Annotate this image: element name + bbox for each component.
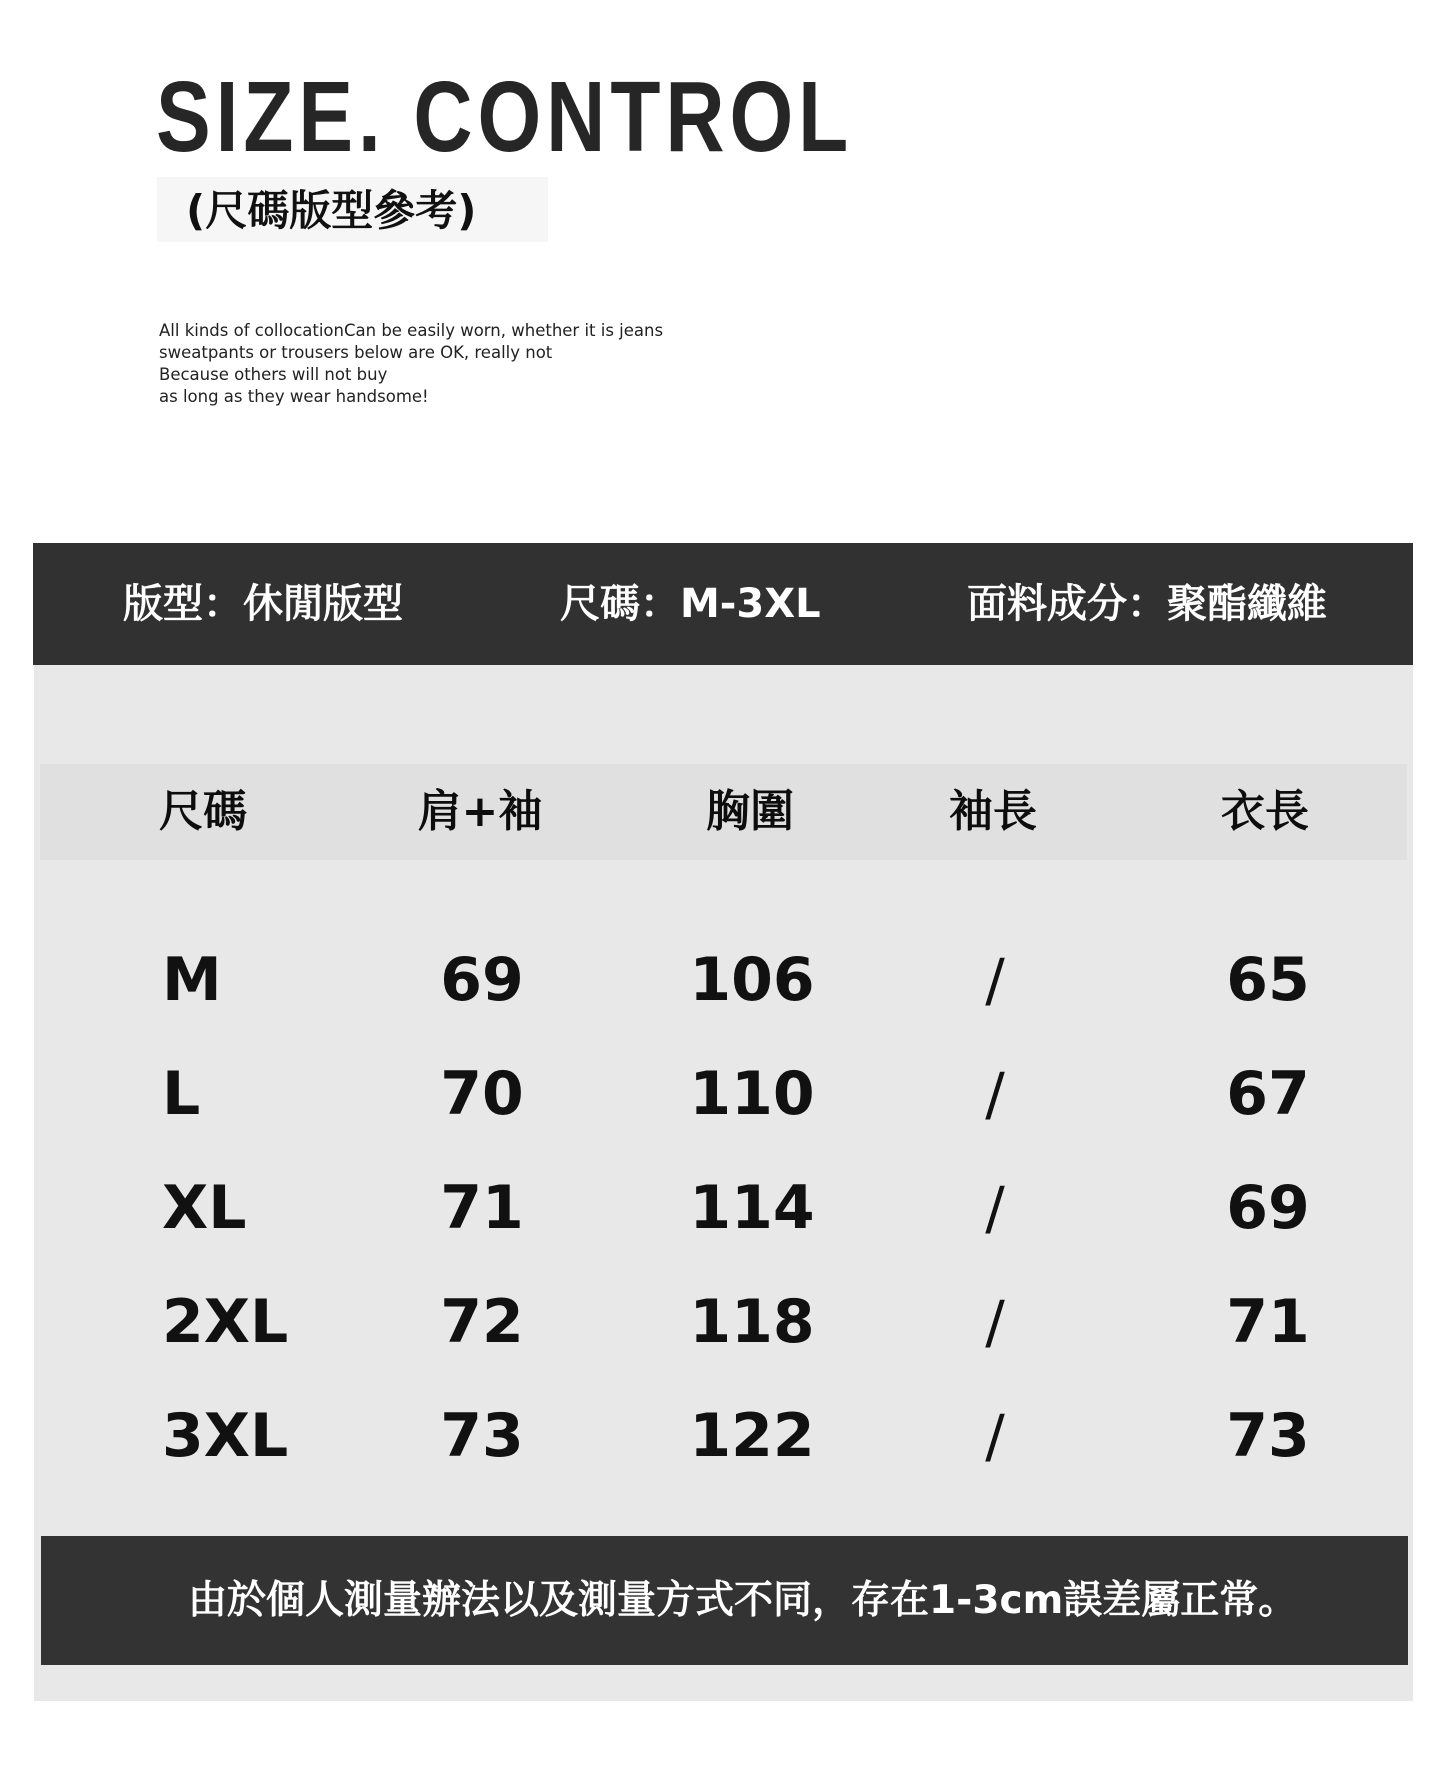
description: [159, 320, 663, 408]
cell-size: XL: [162, 1173, 247, 1243]
table-header-row: [40, 764, 1407, 860]
cell-chest: 122: [689, 1401, 815, 1471]
fit-info: 版型：休閒版型: [123, 581, 403, 627]
cell-size: 3XL: [162, 1401, 289, 1471]
description-line: as long as they wear handsome!: [159, 387, 429, 406]
cell-body-length: 69: [1226, 1173, 1310, 1243]
size-range-info: 尺碼：M-3XL: [560, 581, 821, 627]
measurement-note: 由於個人測量辦法以及測量方式不同，存在1-3cm誤差屬正常。: [188, 1578, 1298, 1623]
table-row: [0, 940, 1445, 1020]
page-title: SIZE. CONTROL: [156, 61, 854, 173]
cell-shoulder-sleeve: 73: [440, 1401, 524, 1471]
cell-sleeve-length: /: [985, 1060, 1005, 1128]
cell-body-length: 65: [1226, 945, 1310, 1015]
cell-shoulder-sleeve: 69: [440, 945, 524, 1015]
cell-sleeve-length: /: [985, 1174, 1005, 1242]
cell-sleeve-length: /: [985, 1402, 1005, 1470]
cell-shoulder-sleeve: 70: [440, 1059, 524, 1129]
cell-chest: 118: [689, 1287, 815, 1357]
description-line: All kinds of collocationCan be easily worn, whether it is jeans: [159, 321, 664, 340]
description-line: sweatpants or trousers below are OK, really not: [159, 343, 553, 362]
page-subtitle: (尺碼版型參考): [186, 186, 477, 235]
cell-chest: 114: [689, 1173, 815, 1243]
product-info-bar: [33, 543, 1413, 665]
cell-size: 2XL: [162, 1287, 289, 1357]
table-row: [0, 1282, 1445, 1362]
cell-chest: 106: [689, 945, 815, 1015]
cell-body-length: 73: [1226, 1401, 1310, 1471]
table-row: [0, 1054, 1445, 1134]
cell-shoulder-sleeve: 72: [440, 1287, 524, 1357]
fabric-info: 面料成分：聚酯纖維: [967, 581, 1327, 627]
description-line: Because others will not buy: [159, 365, 388, 384]
measurement-note-bar: [41, 1536, 1408, 1665]
table-row: [0, 1168, 1445, 1248]
cell-size: M: [162, 945, 222, 1015]
cell-shoulder-sleeve: 71: [440, 1173, 524, 1243]
column-header-chest: 胸圍: [706, 786, 794, 837]
column-header-shoulder-sleeve: 肩+袖: [417, 786, 543, 837]
cell-sleeve-length: /: [985, 946, 1005, 1014]
column-header-body-length: 衣長: [1221, 786, 1309, 837]
cell-body-length: 67: [1226, 1059, 1310, 1129]
column-header-sleeve-length: 袖長: [949, 786, 1037, 837]
cell-sleeve-length: /: [985, 1288, 1005, 1356]
cell-body-length: 71: [1226, 1287, 1310, 1357]
column-header-size: 尺碼: [159, 786, 247, 837]
table-row: [0, 1396, 1445, 1476]
cell-chest: 110: [689, 1059, 815, 1129]
cell-size: L: [162, 1059, 201, 1129]
